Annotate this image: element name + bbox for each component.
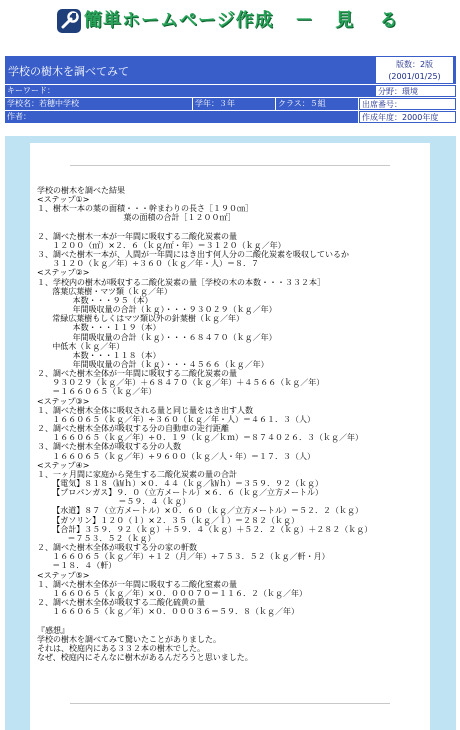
bottom-divider <box>70 703 390 704</box>
title-dash: － <box>294 10 314 31</box>
top-divider <box>70 165 390 166</box>
title-mode-1: 見 <box>335 10 355 31</box>
author-label: 作者： <box>7 112 31 121</box>
school-name: 学校名：若穂中学校 <box>5 98 192 110</box>
created-year: 作成年度：2000年度 <box>359 111 456 123</box>
title-mode-2: る <box>379 10 399 31</box>
school-row <box>5 98 456 110</box>
document-title: 学校の樹木を調べてみて <box>8 65 129 78</box>
site-banner <box>0 0 460 40</box>
grade: 学年：３年 <box>193 98 275 110</box>
document-body: 学校の樹木を調べた結果 <ステップ①> １、樹木一本の葉の面積・・・幹まわりの長さ［１９０㎝］ 葉の面積の合計［１２００㎡］ ２、調べた樹木一本が一年間に吸収する二酸化炭素の量 １２００（㎡）×２．６（ｋｇ/㎡・年）＝３１２０（ｋｇ／年） ３、調べた樹木一本が、人間が一年間にはき出す何人分の二酸化炭素を吸収しているか ３１２０（ｋｇ／年）÷３６０（ｋｇ／年・人）＝８．７ <ステップ②> １、学校内の樹木が吸収する二酸化炭素の量［学校の木の本数・・・３３２本］ 落葉広葉樹・マツ類（ｋｇ／年） 本数・・・９５（本） 年間吸収量の合計（ｋｇ）・・・９３０２９（ｋｇ／年） 常緑広葉樹もしくはマツ類以外の針葉樹（ｋｇ／年） 本数・・・１１９（本） 年間吸収量の合計（ｋｇ）・・・６８４７０（ｋｇ／年） 中低木（ｋｇ／年） 本数・・・１１８（本） 年間吸収量の合計（ｋｇ）・・・４５６６（ｋｇ／年） ２、調べた樹木全体が一年間に吸収する二酸化炭素の量 ９３０２９（ｋｇ／年）＋６８４７０（ｋｇ／年）＋４５６６（ｋｇ／年） ＝１６６０６５（ｋｇ／年） <ステップ③> １、調べた樹木全体に吸収される量と同じ量をはき出す人数 １６６０６５（ｋｇ／年）÷３６０（ｋｇ／年・人）＝４６１．３（人） ２、調べた樹木全体が吸収する分の自動車の走行距離 １６６０６５（ｋｇ／年）÷０．１９（ｋｇ／ｋｍ）＝８７４０２６．３（ｋｇ／年） ３、調べた樹木全体が吸収する分の人数 １６６０６５（ｋｇ／年）÷９６００（ｋｇ／人・年）＝１７．３（人） <ステップ④> １、一ヶ月間に家庭から発生する二酸化炭素の量の合計 【電気】８１８（㎾ｈ）×０．４４（ｋｇ／㎾ｈ）＝３５９．９２（ｋｇ） 【プロパンガス】９．０（立方メートル）×６．６（ｋｇ／立方メートル） ＝５９．４（ｋｇ） 【水道】８７（立方メートル）×０．６０（ｋｇ／立方メートル）＝５２．２（ｋｇ） 【ガソリン】１２０（ｌ）×２．３５（ｋｇ／ｌ）＝２８２（ｋｇ） 【合計】３５９．９２（ｋｇ）＋５９．４（ｋｇ）＋５２．２（ｋｇ）＋２８２（ｋｇ） ＝７５３．５２（ｋｇ） ２、調べた樹木全体が吸収する分の家の軒数 １６６０６５（ｋｇ／年）÷１２（月／年）÷７５３．５２（ｋｇ／軒・月） ＝１８．４（軒） <ステップ⑤> １、調べた樹木全体が一年間に吸収する二酸化窒素の量 １６６０６５（ｋｇ／年）×０．０００７０＝１１６．２（ｋｇ／年） ２、調べた樹木全体が吸収する二酸化硫黄の量 １６６０６５（ｋｇ／年）×０．０００３６＝５９．８（ｋｇ／年） 『感想』 学校の樹木を調べてみて驚いたことがありました。 それは、校庭内にある３３２本の樹木でした。 なぜ、校庭内にそんなに樹木があるんだろうと思いました。 <box>37 186 373 662</box>
site-title-text: 簡単ホームページ作成 <box>84 10 274 31</box>
keyword-row <box>5 85 456 97</box>
keyword-cell <box>5 85 375 97</box>
site-title[interactable] <box>84 6 398 32</box>
attendance-number-label: 出席番号： <box>362 100 402 109</box>
author-row <box>5 111 456 123</box>
keyword-label: キーワード： <box>7 86 55 95</box>
class: クラス：５組 <box>276 98 358 110</box>
wrench-logo-icon <box>56 8 82 34</box>
document-header <box>5 56 456 84</box>
version-label: 版数：2版 <box>395 60 434 69</box>
version-date: (2001/01/25) <box>388 72 441 81</box>
version-box <box>375 56 454 84</box>
field-cell: 分野：環境 <box>375 85 456 97</box>
author-cell <box>5 111 358 123</box>
attendance-number <box>359 98 456 110</box>
